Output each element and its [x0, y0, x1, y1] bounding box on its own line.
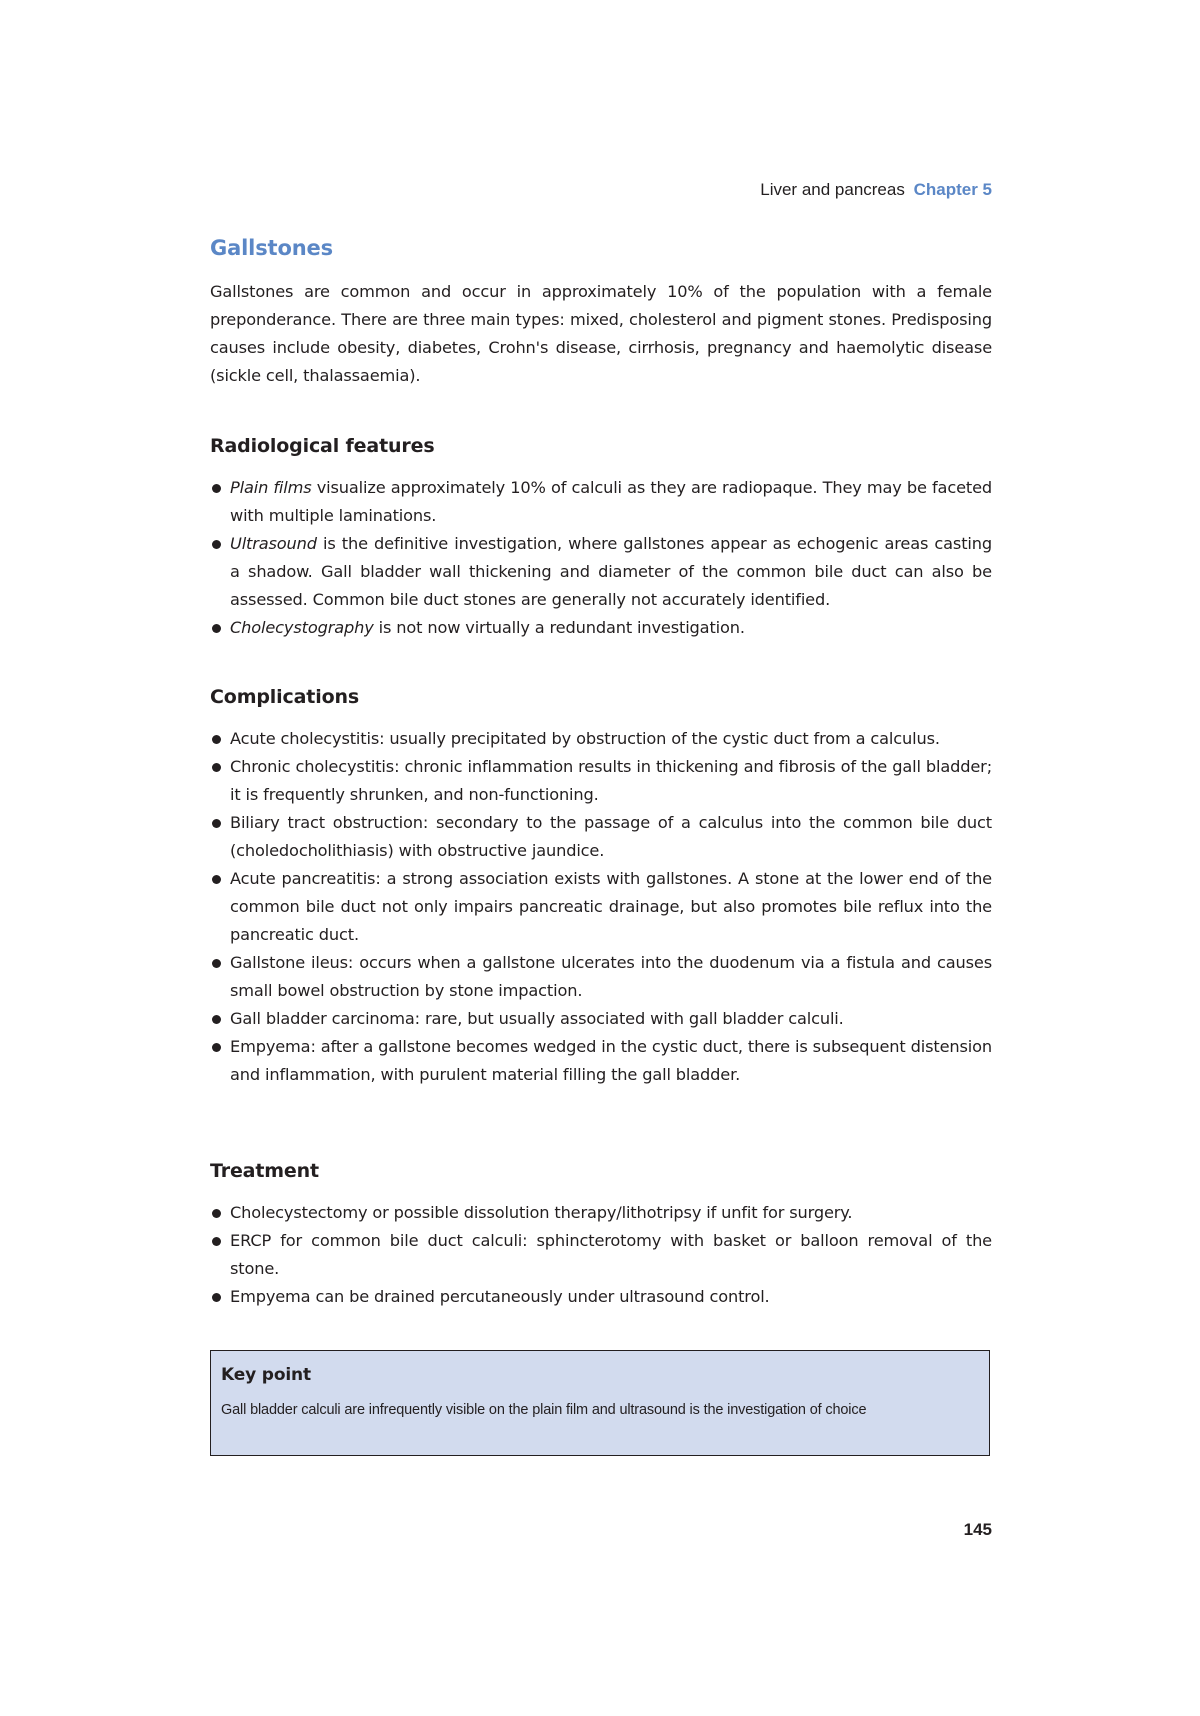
item-lead: Ultrasound — [230, 534, 317, 553]
radiological-features-list — [210, 474, 992, 642]
list-item: Chronic cholecystitis: chronic inflammation results in thickening and fibrosis of the gall bladder; it is frequently shrunken, and non-functioning. — [210, 753, 992, 809]
list-item: Empyema can be drained percutaneously under ultrasound control. — [210, 1283, 992, 1311]
list-item: Cholecystectomy or possible dissolution therapy/lithotripsy if unfit for surgery. — [210, 1199, 992, 1227]
list-item: Gall bladder carcinoma: rare, but usually associated with gall bladder calculi. — [210, 1005, 992, 1033]
heading-radiological-features: Radiological features — [210, 435, 435, 457]
key-point-title: Key point — [221, 1365, 311, 1385]
item-text: is not now virtually a redundant investigation. — [373, 618, 745, 637]
heading-treatment: Treatment — [210, 1160, 319, 1182]
list-item: Acute cholecystitis: usually precipitated by obstruction of the cystic duct from a calculus. — [210, 725, 992, 753]
list-item: Empyema: after a gallstone becomes wedged in the cystic duct, there is subsequent distension and inflammation, with purulent material filling the gall bladder. — [210, 1033, 992, 1089]
item-lead: Cholecystography — [230, 618, 374, 637]
page-title: Gallstones — [210, 236, 333, 260]
complications-list — [210, 725, 992, 1089]
list-item: Acute pancreatitis: a strong association exists with gallstones. A stone at the lower end of the common bile duct not only impairs pancreatic drainage, but also promotes bile reflux into the pancreatic duct. — [210, 865, 992, 949]
running-header — [760, 180, 992, 200]
list-item: Gallstone ileus: occurs when a gallstone ulcerates into the duodenum via a fistula and causes small bowel obstruction by stone impaction. — [210, 949, 992, 1005]
document-page — [210, 0, 992, 1716]
intro-paragraph: Gallstones are common and occur in approximately 10% of the population with a female preponderance. There are three main types: mixed, cholesterol and pigment stones. Predisposing causes include obesity, diabetes, Crohn's disease, cirrhosis, pregnancy and haemolytic disease (sickle cell, thalassaemia). — [210, 282, 992, 385]
page-number: 145 — [963, 1520, 992, 1539]
list-item: ERCP for common bile duct calculi: sphincterotomy with basket or balloon removal of the stone. — [210, 1227, 992, 1283]
item-text: is the definitive investigation, where gallstones appear as echogenic areas casting a shadow. Gall bladder wall thickening and diameter of the common bile duct can also be assessed. Common bile duct stones are generally not accurately identified. — [230, 534, 992, 609]
key-point-box — [210, 1350, 990, 1456]
list-item — [210, 474, 992, 530]
chapter-label: Chapter 5 — [913, 180, 992, 199]
item-text: visualize approximately 10% of calculi as they are radiopaque. They may be faceted with multiple laminations. — [230, 478, 993, 525]
list-item — [210, 614, 992, 642]
list-item: Biliary tract obstruction: secondary to the passage of a calculus into the common bile duct (choledocholithiasis) with obstructive jaundice. — [210, 809, 992, 865]
key-point-text: Gall bladder calculi are infrequently visible on the plain film and ultrasound is the investigation of choice — [221, 1402, 867, 1418]
treatment-list — [210, 1199, 992, 1311]
item-lead: Plain films — [230, 478, 312, 497]
running-title: Liver and pancreas — [760, 180, 905, 199]
list-item — [210, 530, 992, 614]
heading-complications: Complications — [210, 686, 360, 708]
